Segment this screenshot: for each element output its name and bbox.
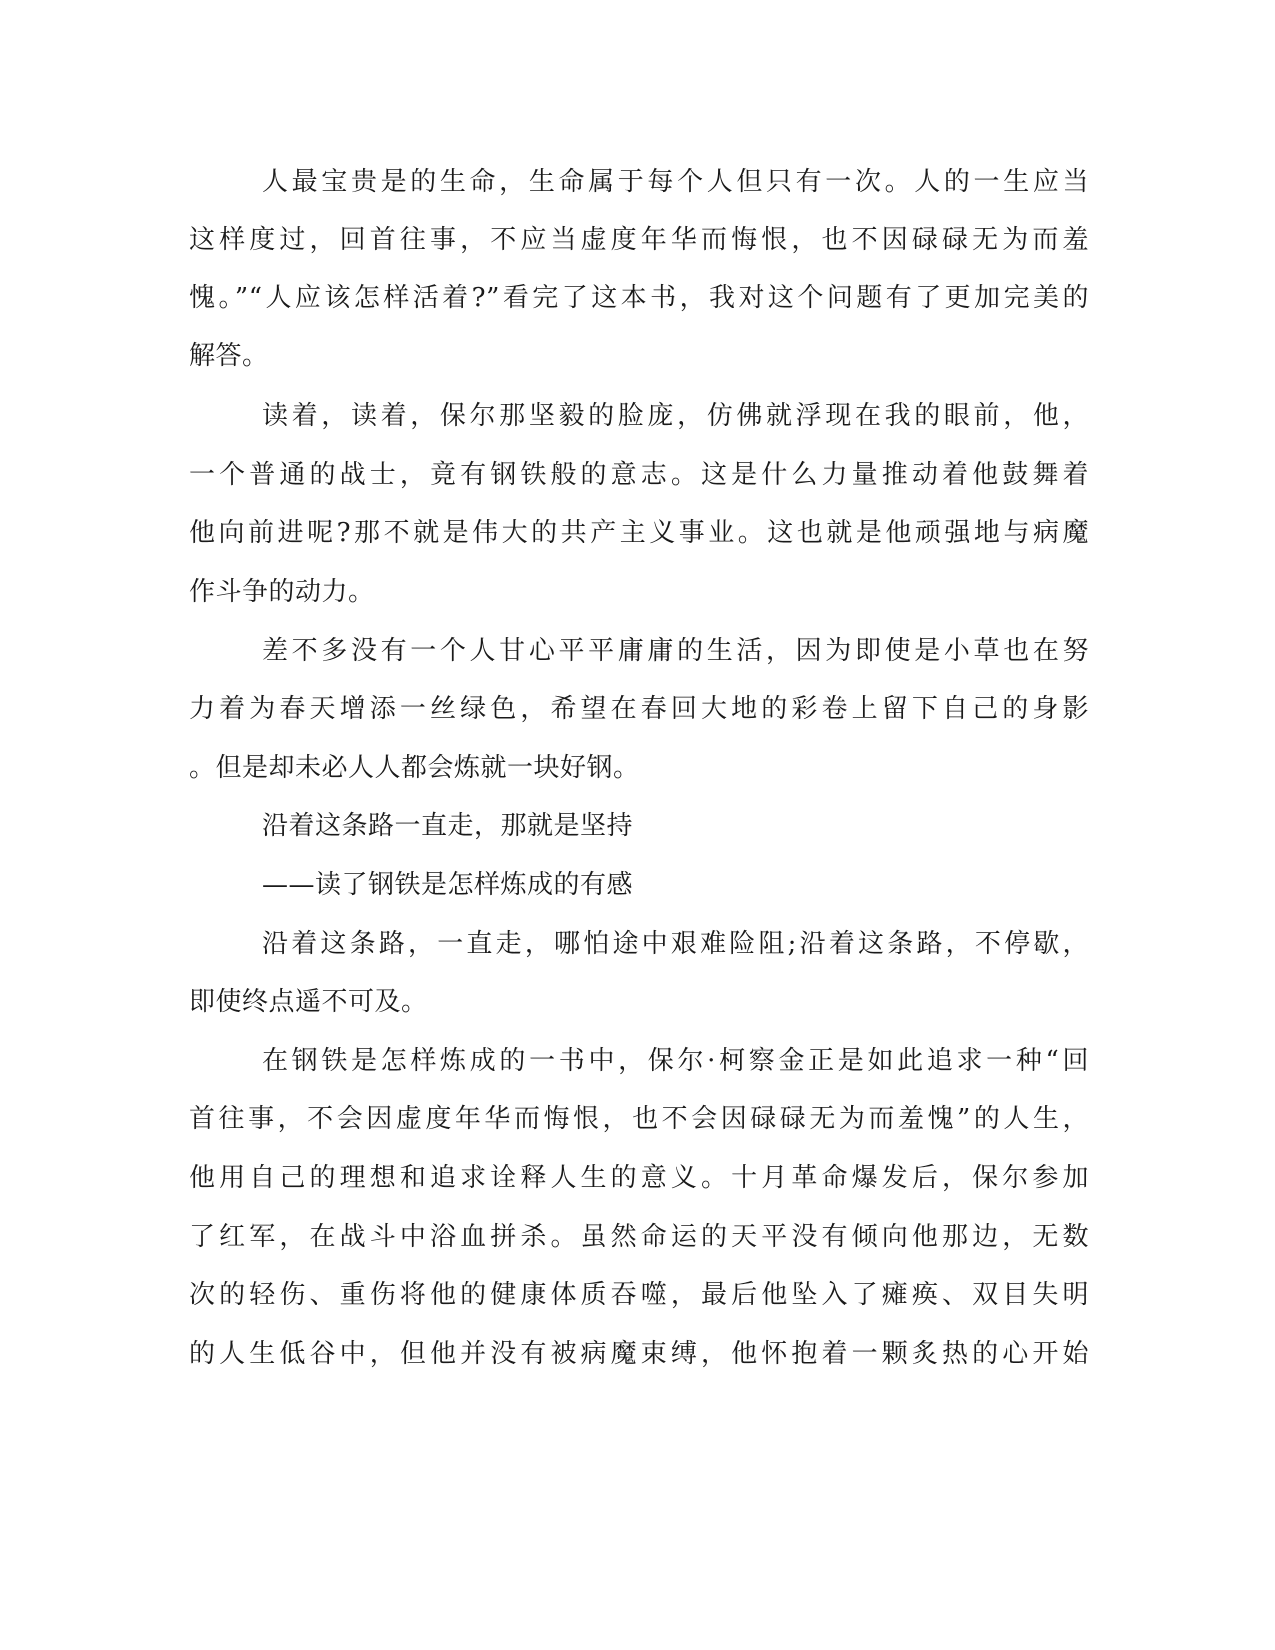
text-line: 作斗争的动力。: [189, 577, 375, 607]
text-line: 他用自己的理想和追求诠释人生的意义。十月革命爆发后，保尔参加: [189, 1163, 1089, 1193]
text-line: 沿着这条路，一直走，哪怕途中艰难险阻;沿着这条路，不停歇，: [262, 929, 1089, 959]
text-line: 他向前进呢?那不就是伟大的共产主义事业。这也就是他顽强地与病魔: [189, 518, 1089, 548]
section-subtitle: ——读了钢铁是怎样炼成的有感: [262, 870, 634, 900]
text-line: 在钢铁是怎样炼成的一书中，保尔·柯察金正是如此追求一种“回: [262, 1046, 1089, 1076]
text-line: 即使终点遥不可及。: [189, 987, 428, 1017]
text-line: 差不多没有一个人甘心平平庸庸的生活，因为即使是小草也在努: [262, 636, 1089, 666]
text-line: 的人生低谷中，但他并没有被病魔束缚，他怀抱着一颗炙热的心开始: [189, 1339, 1089, 1369]
section-title: 沿着这条路一直走，那就是坚持: [262, 811, 634, 841]
text-line: 首往事，不会因虚度年华而悔恨，也不会因碌碌无为而羞愧”的人生，: [189, 1104, 1089, 1134]
text-line: 。但是却未必人人都会炼就一块好钢。: [189, 753, 640, 783]
text-line: 力着为春天增添一丝绿色，希望在春回大地的彩卷上留下自己的身影: [189, 694, 1089, 724]
text-line: 愧。”“人应该怎样活着?”看完了这本书，我对这个问题有了更加完美的: [189, 283, 1089, 313]
text-line: 解答。: [189, 341, 269, 371]
text-line: 读着，读着，保尔那坚毅的脸庞，仿佛就浮现在我的眼前，他，: [262, 401, 1089, 431]
text-line: 这样度过，回首往事，不应当虚度年华而悔恨，也不因碌碌无为而羞: [189, 225, 1089, 255]
text-line: 人最宝贵是的生命，生命属于每个人但只有一次。人的一生应当: [262, 167, 1089, 197]
text-line: 次的轻伤、重伤将他的健康体质吞噬，最后他坠入了瘫痪、双目失明: [189, 1280, 1089, 1310]
text-line: 一个普通的战士，竟有钢铁般的意志。这是什么力量推动着他鼓舞着: [189, 460, 1089, 490]
text-line: 了红军，在战斗中浴血拼杀。虽然命运的天平没有倾向他那边，无数: [189, 1222, 1089, 1252]
